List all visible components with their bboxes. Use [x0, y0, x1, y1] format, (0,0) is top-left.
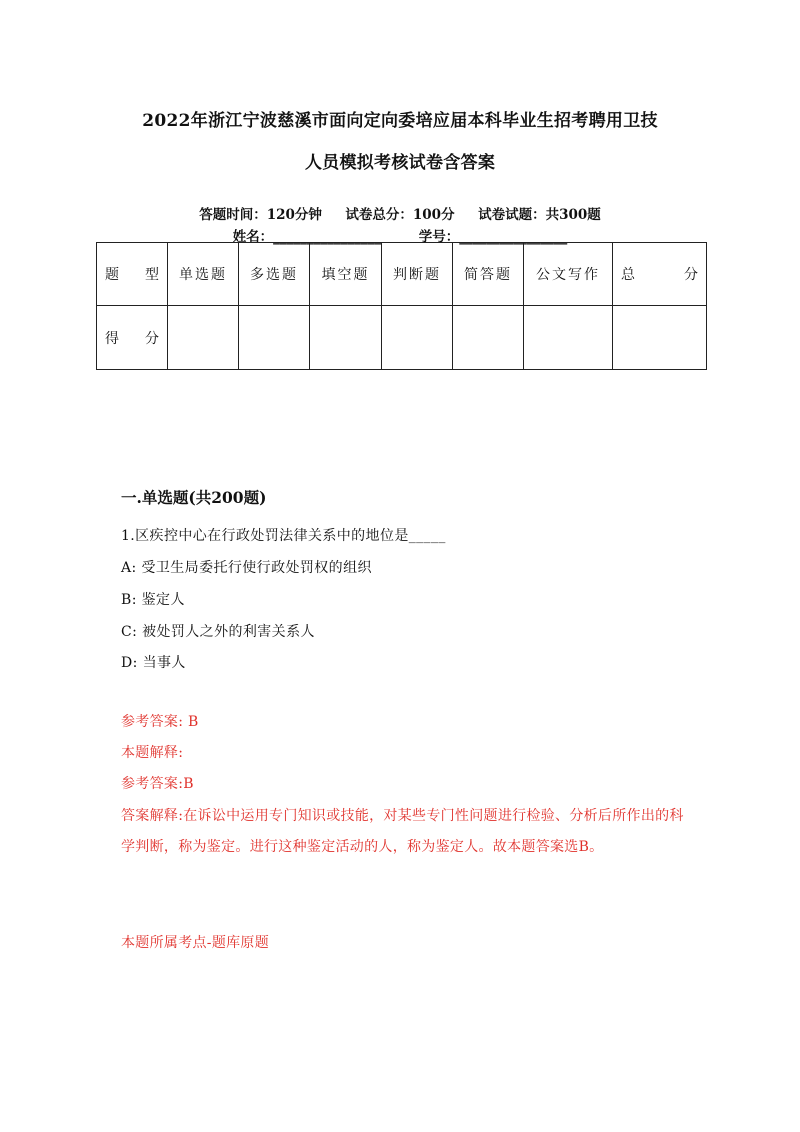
score-cell — [310, 306, 382, 370]
question-stem: 1.区疾控中心在行政处罚法律关系中的地位是_____ — [121, 528, 446, 544]
header-cell-official-writing: 公文写作 — [524, 243, 613, 306]
header-cell-single-choice: 单选题 — [168, 243, 239, 306]
reference-answer-2: 参考答案:B — [121, 776, 194, 792]
score-table — [96, 242, 707, 370]
header-cell-type: 题 型 — [97, 243, 168, 306]
score-cell — [382, 306, 453, 370]
option-b: B: 鉴定人 — [121, 592, 185, 608]
reference-answer: 参考答案: B — [121, 714, 199, 730]
score-cell — [524, 306, 613, 370]
score-cell — [239, 306, 310, 370]
row-label-score: 得 分 — [97, 306, 168, 370]
header-cell-short-answer: 简答题 — [453, 243, 524, 306]
answer-explanation: 答案解释:在诉讼中运用专门知识或技能，对某些专门性问题进行检验、分析后所作出的科学判断，称为鉴定。进行这种鉴定活动的人，称为鉴定人。故本题答案选B。 — [121, 808, 684, 855]
score-cell — [168, 306, 239, 370]
score-cell — [453, 306, 524, 370]
header-cell-multiple-choice: 多选题 — [239, 243, 310, 306]
document-title-line1: 2022年浙江宁波慈溪市面向定向委培应届本科毕业生招考聘用卫技 — [142, 111, 658, 131]
score-cell — [613, 306, 707, 370]
question-source: 本题所属考点-题库原题 — [121, 935, 270, 951]
option-d: D: 当事人 — [121, 655, 186, 671]
header-cell-fill-blank: 填空题 — [310, 243, 382, 306]
candidate-info: 姓名：________________ 学号：________________ — [232, 229, 568, 245]
option-a: A: 受卫生局委托行使行政处罚权的组织 — [121, 560, 372, 576]
option-c: C: 被处罚人之外的利害关系人 — [121, 624, 315, 640]
exam-info: 答题时间：120分钟 试卷总分：100分 试卷试题：共300题 — [199, 207, 601, 223]
section-title: 一.单选题(共200题) — [121, 488, 267, 507]
score-table-score-row — [97, 306, 707, 370]
header-cell-true-false: 判断题 — [382, 243, 453, 306]
explanation-label: 本题解释: — [121, 745, 184, 761]
document-title-line2: 人员模拟考核试卷含答案 — [304, 153, 496, 173]
header-cell-total: 总 分 — [613, 243, 707, 306]
score-table-header-row — [97, 243, 707, 306]
